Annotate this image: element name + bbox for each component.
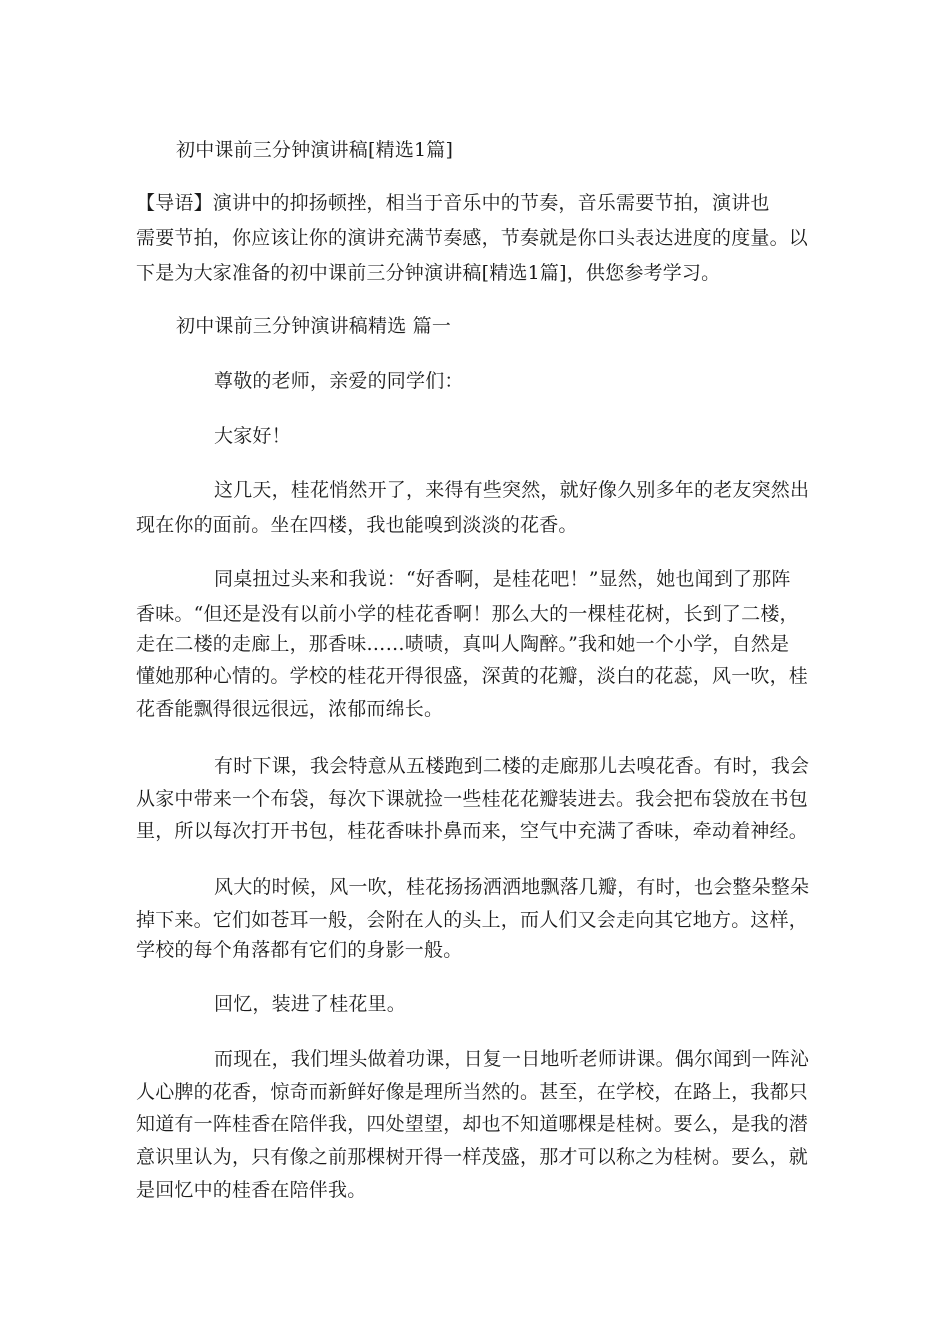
intro-line-1: 【导语】演讲中的抑扬顿挫，相当于音乐中的节奏，音乐需要节拍，演讲也 (136, 192, 770, 214)
paragraph-5-line-1: 回忆，装进了桂花里。 (214, 993, 407, 1015)
paragraph-2-line-2: 香味。“但还是没有以前小学的桂花香啊！那么大的一棵桂花树，长到了二楼， (136, 603, 799, 625)
paragraph-6-line-4: 意识里认为，只有像之前那棵树开得一样茂盛，那才可以称之为桂树。要么，就 (136, 1146, 809, 1168)
paragraph-4-line-3: 学校的每个角落都有它们的身影一般。 (136, 939, 463, 961)
paragraph-1-line-1: 这几天，桂花悄然开了，来得有些突然，就好像久别多年的老友突然出 (214, 479, 810, 501)
salutation: 尊敬的老师，亲爱的同学们： (214, 370, 464, 392)
greeting: 大家好！ (214, 425, 291, 447)
page-title: 初中课前三分钟演讲稿[精选1篇] (176, 139, 454, 161)
paragraph-6-line-3: 知道有一阵桂香在陪伴我，四处望望，却也不知道哪棵是桂树。要么，是我的潜 (136, 1113, 809, 1135)
paragraph-4-line-2: 掉下来。它们如苍耳一般，会附在人的头上，而人们又会走向其它地方。这样， (136, 909, 809, 931)
paragraph-6-line-5: 是回忆中的桂香在陪伴我。 (136, 1179, 367, 1201)
paragraph-4-line-1: 风大的时候，风一吹，桂花扬扬洒洒地飘落几瓣，有时，也会整朵整朵 (214, 876, 810, 898)
paragraph-6-line-2: 人心脾的花香，惊奇而新鲜好像是理所当然的。甚至，在学校，在路上，我都只 (136, 1081, 809, 1103)
intro-line-2: 需要节拍，你应该让你的演讲充满节奏感，节奏就是你口头表达进度的度量。以 (136, 227, 809, 249)
paragraph-2-line-1: 同桌扭过头来和我说：“好香啊，是桂花吧！”显然，她也闻到了那阵 (214, 568, 791, 590)
paragraph-2-line-4: 懂她那种心情的。学校的桂花开得很盛，深黄的花瓣，淡白的花蕊，风一吹，桂 (136, 665, 809, 687)
paragraph-6-line-1: 而现在，我们埋头做着功课，日复一日地听老师讲课。偶尔闻到一阵沁 (214, 1048, 810, 1070)
paragraph-2-line-5: 花香能飘得很远很远，浓郁而绵长。 (136, 698, 444, 720)
paragraph-3-line-1: 有时下课，我会特意从五楼跑到二楼的走廊那儿去嗅花香。有时，我会 (214, 755, 810, 777)
paragraph-2-line-3: 走在二楼的走廊上，那香味……啧啧，真叫人陶醉。”我和她一个小学，自然是 (136, 633, 790, 655)
paragraph-3-line-2: 从家中带来一个布袋，每次下课就捡一些桂花花瓣装进去。我会把布袋放在书包 (136, 788, 809, 810)
paragraph-1-line-2: 现在你的面前。坐在四楼，我也能嗅到淡淡的花香。 (136, 514, 578, 536)
section-title: 初中课前三分钟演讲稿精选 篇一 (176, 315, 452, 337)
paragraph-3-line-3: 里，所以每次打开书包，桂花香味扑鼻而来，空气中充满了香味，牵动着神经。 (136, 820, 809, 842)
intro-line-3: 下是为大家准备的初中课前三分钟演讲稿[精选1篇]，供您参考学习。 (136, 262, 721, 284)
